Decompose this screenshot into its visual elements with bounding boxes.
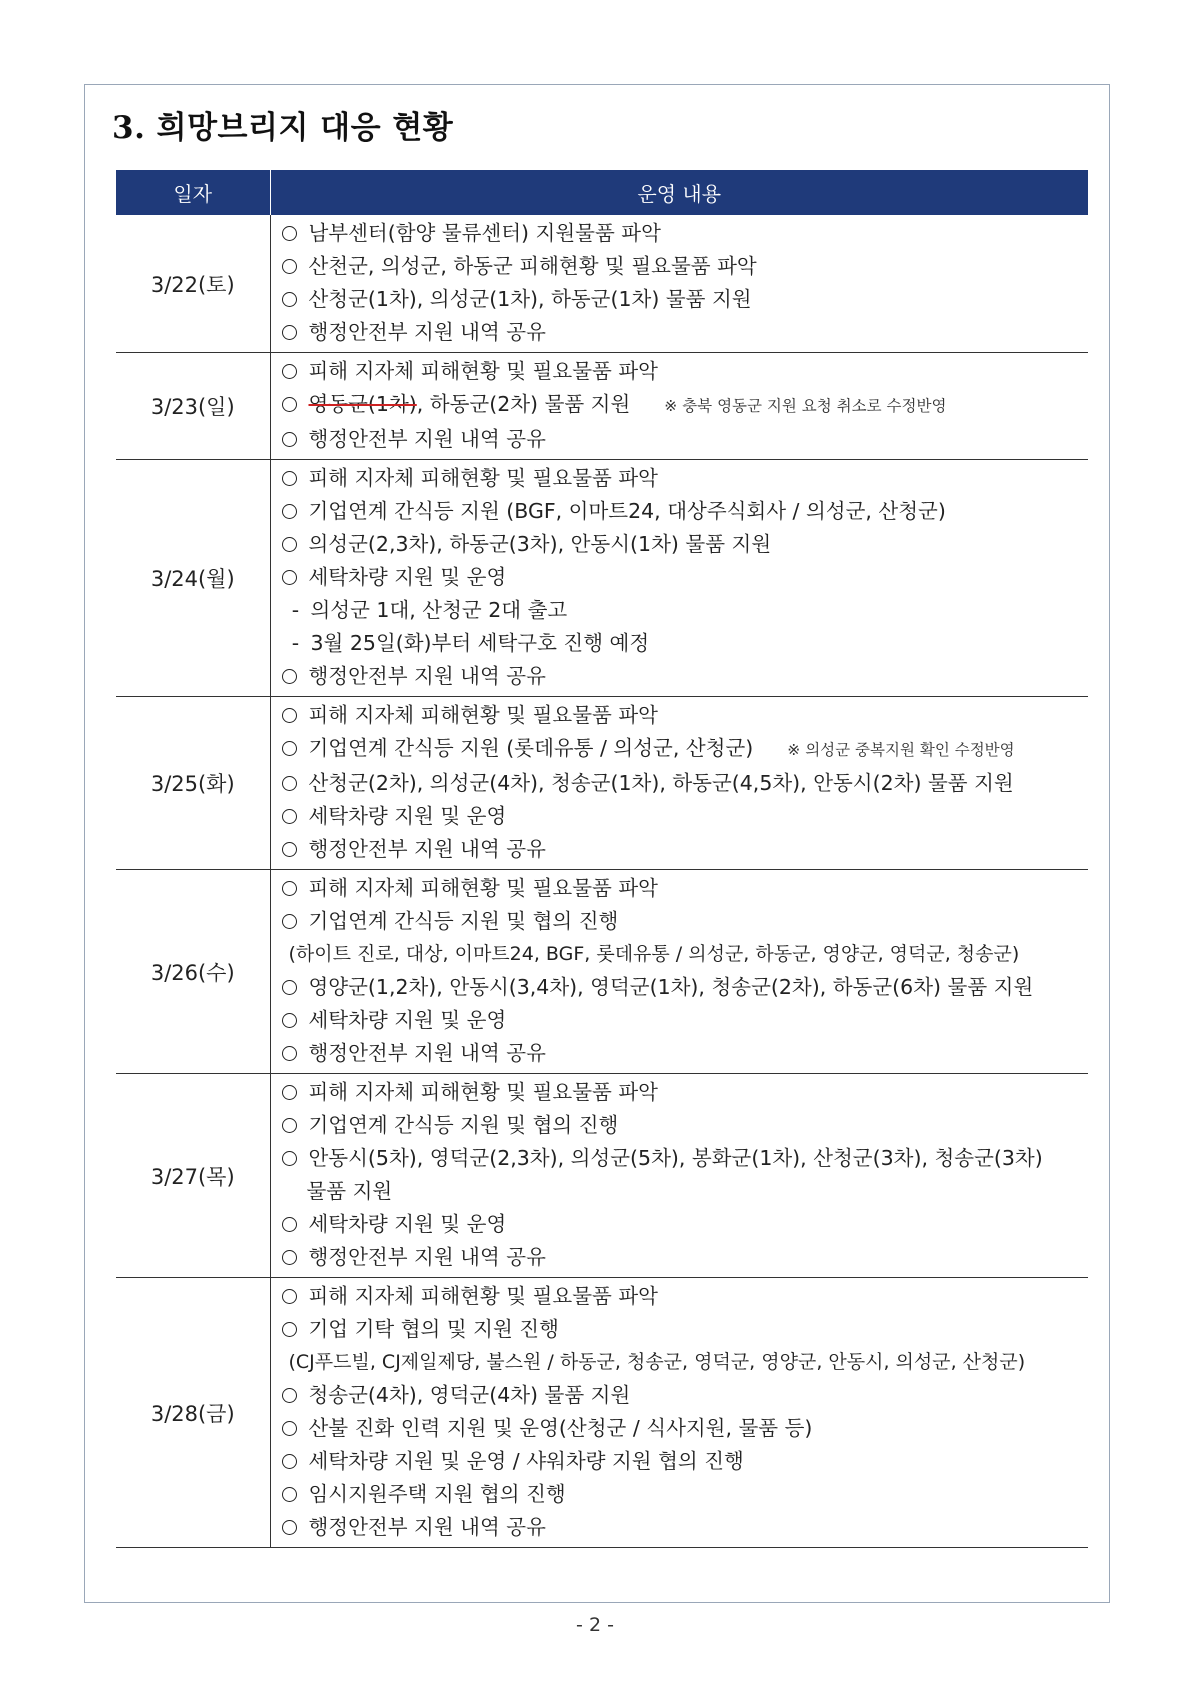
list-item-continuation: 물품 지원 [306,1179,393,1203]
revision-note: ※ 충북 영동군 지원 요청 취소로 수정반영 [664,397,947,415]
list-item: 행정안전부 지원 내역 공유 [271,660,1089,693]
list-item: 세탁차량 지원 및 운영 [271,1004,1089,1037]
list-item: 기업 기탁 협의 및 지원 진행 [271,1313,1089,1346]
table-row [116,353,1088,460]
list-item: 안동시(5차), 영덕군(2,3차), 의성군(5차), 봉화군(1차), 산청군(3차), 청송군(3차) [271,1142,1089,1175]
circle-bullet-icon [282,1046,297,1061]
circle-bullet-icon [282,397,297,412]
circle-bullet-icon [282,1421,297,1436]
circle-bullet-icon [282,1289,297,1304]
list-item: 행정안전부 지원 내역 공유 [271,316,1089,349]
partner-list: (하이트 진로, 대상, 이마트24, BGF, 롯데유통 / 의성군, 하동군, 영양군, 영덕군, 청송군) [288,943,1020,965]
list-item: 기업연계 간식등 지원 (롯데유통 / 의성군, 산청군) ※ 의성군 중복지원 확인 수정반영 [271,732,1089,767]
table-header-row [116,170,1088,215]
circle-bullet-icon [282,842,297,857]
row-content [270,1278,1088,1548]
row-content [270,353,1088,460]
row-date: 3/23(일) [116,353,270,460]
row-date: 3/25(화) [116,697,270,870]
row-content [270,1074,1088,1278]
circle-bullet-icon [282,1454,297,1469]
circle-bullet-icon [282,741,297,756]
circle-bullet-icon [282,1013,297,1028]
table-row [116,1278,1088,1548]
list-item: 피해 지자체 피해현황 및 필요물품 파악 [271,872,1089,905]
list-item: 피해 지자체 피해현황 및 필요물품 파악 [271,699,1089,732]
circle-bullet-icon [282,980,297,995]
section-title: 3. 희망브리지 대응 현황 [112,110,454,146]
circle-bullet-icon [282,914,297,929]
row-content [270,870,1088,1074]
response-status-table [116,170,1088,1548]
list-item: 피해 지자체 피해현황 및 필요물품 파악 [271,1076,1089,1109]
list-item: 남부센터(함양 물류센터) 지원물품 파악 [271,217,1089,250]
list-item: 행정안전부 지원 내역 공유 [271,1037,1089,1070]
circle-bullet-icon [282,669,297,684]
row-date: 3/26(수) [116,870,270,1074]
circle-bullet-icon [282,708,297,723]
list-item: 세탁차량 지원 및 운영 [271,800,1089,833]
circle-bullet-icon [282,1151,297,1166]
circle-bullet-icon [282,1250,297,1265]
row-date: 3/28(금) [116,1278,270,1548]
table-row [116,215,1088,353]
row-date: 3/27(목) [116,1074,270,1278]
header-date: 일자 [116,170,270,215]
circle-bullet-icon [282,570,297,585]
circle-bullet-icon [282,1118,297,1133]
circle-bullet-icon [282,776,297,791]
list-item: 영양군(1,2차), 안동시(3,4차), 영덕군(1차), 청송군(2차), 하동군(6차) 물품 지원 [271,971,1089,1004]
row-content [270,697,1088,870]
list-item: 세탁차량 지원 및 운영 / 샤워차량 지원 협의 진행 [271,1445,1089,1478]
circle-bullet-icon [282,432,297,447]
table-row [116,1074,1088,1278]
row-content [270,215,1088,353]
list-item: 임시지원주택 지원 협의 진행 [271,1478,1089,1511]
list-item: 피해 지자체 피해현황 및 필요물품 파악 [271,462,1089,495]
circle-bullet-icon [282,537,297,552]
circle-bullet-icon [282,364,297,379]
circle-bullet-icon [282,1487,297,1502]
list-item: 세탁차량 지원 및 운영 [271,561,1089,594]
circle-bullet-icon [282,471,297,486]
circle-bullet-icon [282,1520,297,1535]
circle-bullet-icon [282,881,297,896]
list-item: 행정안전부 지원 내역 공유 [271,1241,1089,1274]
list-item: 피해 지자체 피해현황 및 필요물품 파악 [271,355,1089,388]
circle-bullet-icon [282,809,297,824]
header-content: 운영 내용 [270,170,1088,215]
row-date: 3/24(월) [116,460,270,697]
list-item: 의성군(2,3차), 하동군(3차), 안동시(1차) 물품 지원 [271,528,1089,561]
list-item: 세탁차량 지원 및 운영 [271,1208,1089,1241]
list-item: 영동군(1차), 하동군(2차) 물품 지원 ※ 충북 영동군 지원 요청 취소로 수정반영 [271,388,1089,423]
list-item: 산청군(2차), 의성군(4차), 청송군(1차), 하동군(4,5차), 안동시(2차) 물품 지원 [271,767,1089,800]
list-item: 행정안전부 지원 내역 공유 [271,423,1089,456]
circle-bullet-icon [282,325,297,340]
row-date: 3/22(토) [116,215,270,353]
circle-bullet-icon [282,1388,297,1403]
list-item: 산청군(1차), 의성군(1차), 하동군(1차) 물품 지원 [271,283,1089,316]
page-number: - 2 - [576,1614,614,1636]
circle-bullet-icon [282,504,297,519]
circle-bullet-icon [282,226,297,241]
circle-bullet-icon [282,1217,297,1232]
list-item: 피해 지자체 피해현황 및 필요물품 파악 [271,1280,1089,1313]
circle-bullet-icon [282,1322,297,1337]
revision-note: ※ 의성군 중복지원 확인 수정반영 [787,741,1015,759]
list-item: 기업연계 간식등 지원 및 협의 진행 [271,905,1089,938]
table-row [116,460,1088,697]
list-item: 산천군, 의성군, 하동군 피해현황 및 필요물품 파악 [271,250,1089,283]
circle-bullet-icon [282,259,297,274]
list-item: 청송군(4차), 영덕군(4차) 물품 지원 [271,1379,1089,1412]
circle-bullet-icon [282,292,297,307]
circle-bullet-icon [282,1085,297,1100]
sub-item: - 3월 25일(화)부터 세탁구호 진행 예정 [291,631,650,655]
list-item: 행정안전부 지원 내역 공유 [271,833,1089,866]
list-item: 산불 진화 인력 지원 및 운영(산청군 / 식사지원, 물품 등) [271,1412,1089,1445]
sub-item: - 의성군 1대, 산청군 2대 출고 [291,598,568,622]
partner-list: (CJ푸드빌, CJ제일제당, 불스원 / 하동군, 청송군, 영덕군, 영양군, 안동시, 의성군, 산청군) [288,1351,1026,1373]
table-row [116,870,1088,1074]
list-item: 기업연계 간식등 지원 및 협의 진행 [271,1109,1089,1142]
list-item: 행정안전부 지원 내역 공유 [271,1511,1089,1544]
table-row [116,697,1088,870]
struck-text: 영동군(1차) [308,392,417,416]
list-item: 기업연계 간식등 지원 (BGF, 이마트24, 대상주식회사 / 의성군, 산청군) [271,495,1089,528]
row-content [270,460,1088,697]
